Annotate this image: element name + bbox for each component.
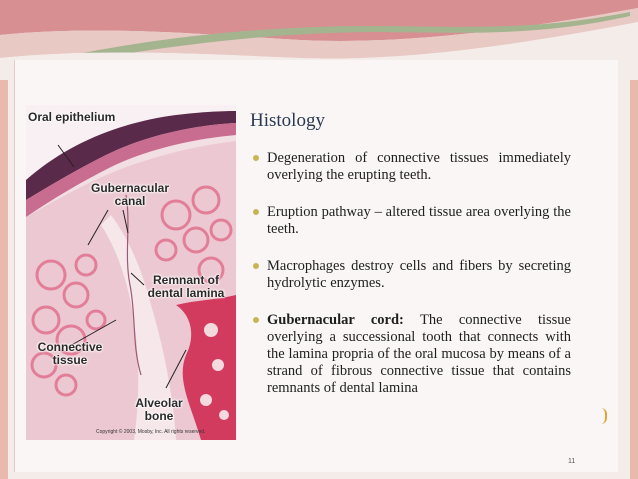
bullet-dot-icon — [253, 155, 259, 161]
bullet-dot-icon — [253, 209, 259, 215]
label-oral-epithelium: Oral epithelium — [28, 110, 116, 124]
page-number: 11 — [568, 458, 576, 465]
bullet-dot-icon — [253, 263, 259, 269]
label-gubernacular-canal: Gubernacular canal — [90, 181, 170, 208]
bullet-item: Macrophages destroy cells and fibers by secreting hydrolytic enzymes. — [253, 258, 571, 292]
bullet-list — [253, 150, 571, 417]
slide-title: Histology — [250, 110, 325, 131]
bullet-item: Gubernacular cord: The connective tissue overlying a successional tooth that connects with the lamina propria of the oral mucosa by means of a strand of fibrous connective tissue that contains remnants of dental lamina — [253, 312, 571, 397]
bullet-dot-icon — [253, 317, 259, 323]
bullet-item: Degeneration of connective tissues immediately overlying the erupting teeth. — [253, 150, 571, 184]
figure-copyright: Copyright © 2003, Mosby, Inc. All rights reserved. — [96, 429, 206, 435]
label-alveolar-bone: Alveolar bone — [135, 396, 183, 423]
label-remnant-dental-lamina: Remnant of dental lamina — [147, 273, 225, 300]
bullet-item: Eruption pathway – altered tissue area overlying the teeth. — [253, 204, 571, 238]
label-connective-tissue: Connective tissue — [37, 340, 103, 367]
